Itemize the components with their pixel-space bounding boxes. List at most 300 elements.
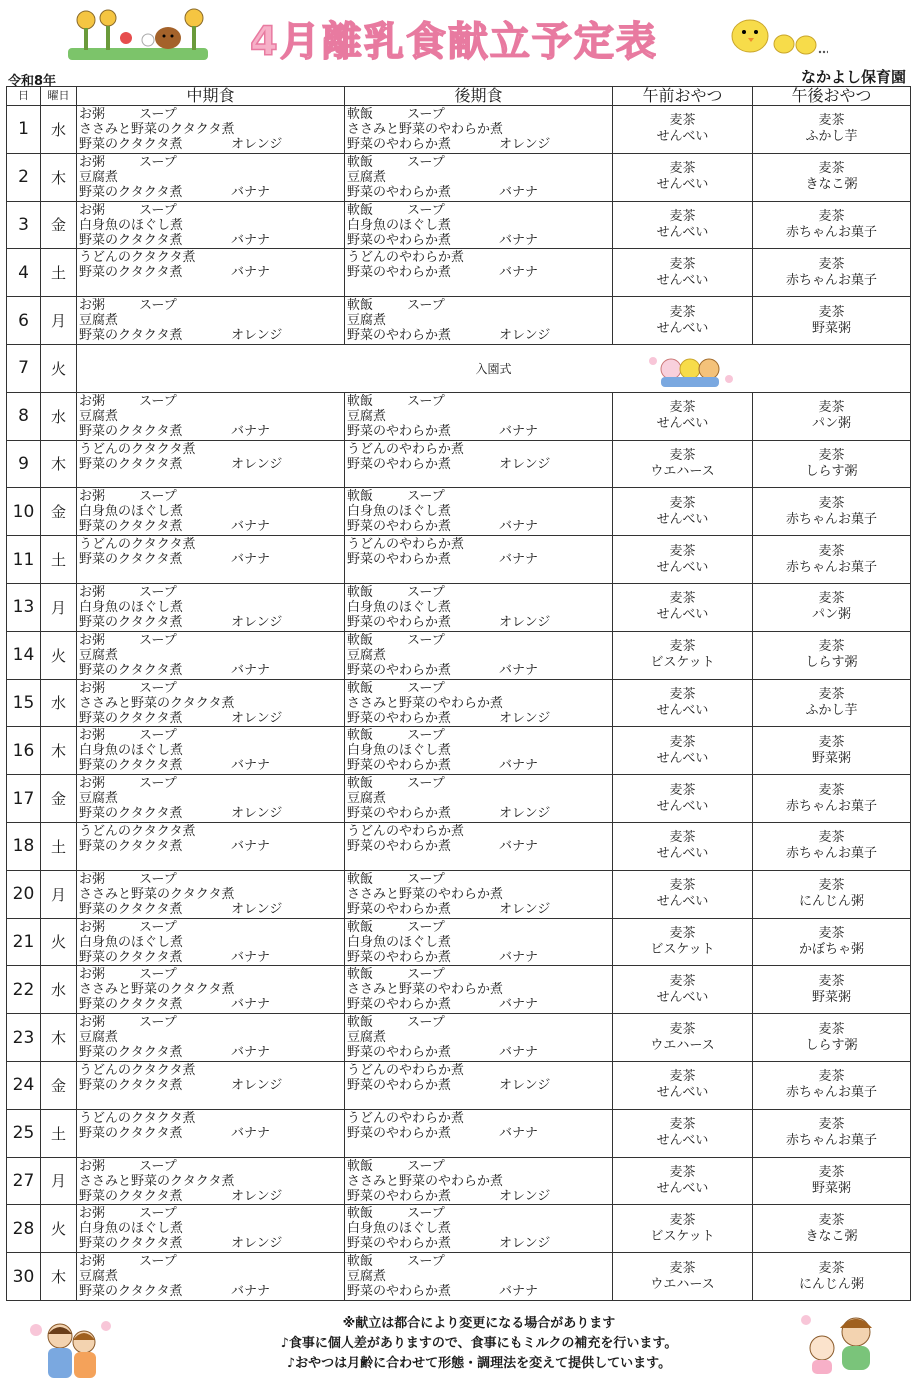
meal-line (79, 585, 344, 600)
col-header-day: 日 (7, 87, 41, 106)
dish: 野菜のクタクタ煮 (79, 758, 183, 774)
dish: バナナ (231, 1284, 271, 1300)
dish: スープ (139, 298, 177, 314)
meal-line (347, 887, 612, 902)
snack-drink: 麦茶 (818, 1164, 845, 1180)
meal-line (79, 233, 344, 248)
late-meal-cell (345, 679, 613, 727)
snack-item: せんべい (656, 894, 709, 910)
dish: 軟飯 (347, 1206, 374, 1222)
dish: 野菜のクタクタ煮 (79, 328, 183, 344)
pm-snack-cell (753, 1109, 911, 1157)
dish: 豆腐煮 (79, 169, 119, 185)
weekday-cell: 月 (41, 297, 77, 345)
weekday-cell: 月 (41, 583, 77, 631)
snack-drink: 麦茶 (818, 447, 845, 463)
dish: ささみと野菜のクタクタ煮 (79, 886, 235, 902)
dish: スープ (139, 919, 177, 935)
meal-line (79, 170, 344, 185)
snack-item: せんべい (656, 607, 709, 623)
meal-line (347, 743, 612, 758)
meal-line (79, 839, 344, 854)
meal-line (79, 424, 344, 439)
table-row (7, 1061, 911, 1109)
pm-snack-cell (753, 392, 911, 440)
dish: 軟飯 (347, 584, 374, 600)
meal-line (347, 1236, 612, 1251)
meal-line (347, 1030, 612, 1045)
late-meal-cell (345, 775, 613, 823)
dish: オレンジ (499, 1236, 551, 1252)
snack-item: ふかし芋 (805, 129, 858, 145)
snack-item: せんべい (656, 559, 709, 575)
pm-snack-cell (753, 1061, 911, 1109)
dish: 白身魚のほぐし煮 (79, 1221, 184, 1237)
table-row (7, 1253, 911, 1301)
meal-line (79, 1206, 344, 1221)
dish: 豆腐煮 (347, 1030, 387, 1046)
late-meal-cell (345, 1014, 613, 1062)
am-snack-cell (613, 727, 753, 775)
meal-line (347, 424, 612, 439)
meal-line (347, 681, 612, 696)
menu-body (7, 106, 911, 1301)
dish: 白身魚のほぐし煮 (79, 504, 184, 520)
snack-drink: 麦茶 (818, 1069, 845, 1085)
day-cell: 1 (7, 106, 41, 154)
snack-item: しらす粥 (805, 655, 858, 671)
meal-line (79, 394, 344, 409)
dish: 白身魚のほぐし煮 (347, 934, 452, 950)
dish: 野菜のやわらか煮 (347, 184, 452, 200)
dish: スープ (139, 584, 177, 600)
dish: ささみと野菜のやわらか煮 (347, 886, 504, 902)
meal-line (79, 457, 344, 472)
dish: 野菜のやわらか煮 (347, 423, 452, 439)
dish: 野菜のクタクタ煮 (79, 1236, 183, 1252)
meal-line (79, 615, 344, 630)
weekday-cell: 金 (41, 775, 77, 823)
am-snack-cell (613, 488, 753, 536)
dish: うどんのやわらか煮 (347, 1062, 465, 1078)
meal-line (347, 1221, 612, 1236)
snack-item: 赤ちゃんお菓子 (785, 1133, 877, 1149)
day-cell: 17 (7, 775, 41, 823)
dish: 軟飯 (347, 393, 374, 409)
meal-line (79, 250, 344, 265)
dish: 野菜のやわらか煮 (347, 901, 452, 917)
snack-item: ビスケット (650, 941, 715, 957)
day-cell: 27 (7, 1157, 41, 1205)
page-title: 4月離乳食献立予定表 (250, 19, 658, 65)
snack-drink: 麦茶 (669, 1021, 696, 1037)
weekday-cell: 火 (41, 918, 77, 966)
snack-drink: 麦茶 (669, 400, 696, 416)
am-snack-cell (613, 201, 753, 249)
meal-line (79, 696, 344, 711)
day-cell: 16 (7, 727, 41, 775)
dish: 野菜のクタクタ煮 (79, 137, 183, 152)
dish: 軟飯 (347, 680, 374, 696)
dish: うどんのクタクタ煮 (79, 1110, 196, 1126)
dish: 野菜のやわらか煮 (347, 997, 452, 1013)
menu-table (6, 86, 911, 1301)
meal-line (347, 1206, 612, 1221)
dish: スープ (407, 776, 445, 792)
meal-line (347, 170, 612, 185)
meal-line (347, 313, 612, 328)
dish: 野菜のクタクタ煮 (79, 552, 183, 568)
dish: スープ (407, 107, 445, 122)
snack-item: 赤ちゃんお菓子 (785, 224, 877, 240)
day-cell: 4 (7, 249, 41, 297)
am-snack-cell (613, 1109, 753, 1157)
dish: バナナ (499, 1284, 539, 1300)
table-row (7, 631, 911, 679)
dish: 野菜のやわらか煮 (347, 1045, 452, 1061)
day-cell: 21 (7, 918, 41, 966)
snack-item: パン粥 (811, 416, 851, 432)
meal-line (347, 489, 612, 504)
middle-meal-cell (77, 822, 345, 870)
meal-line (347, 872, 612, 887)
weekday-cell: 水 (41, 966, 77, 1014)
meal-line (79, 409, 344, 424)
dish: うどんのクタクタ煮 (79, 1062, 196, 1078)
dish: スープ (407, 871, 445, 887)
dish: 野菜のやわらか煮 (347, 1188, 452, 1204)
table-row (7, 536, 911, 584)
late-meal-cell (345, 392, 613, 440)
late-meal-cell (345, 1157, 613, 1205)
pm-snack-cell (753, 1014, 911, 1062)
day-cell: 14 (7, 631, 41, 679)
dish: スープ (407, 489, 445, 505)
snack-item: せんべい (656, 1133, 709, 1149)
meal-line (347, 1126, 612, 1141)
dish: 軟飯 (347, 298, 374, 314)
dish: 野菜のやわらか煮 (347, 1125, 452, 1141)
middle-meal-cell (77, 536, 345, 584)
dish: 野菜のやわらか煮 (347, 456, 452, 472)
snack-drink: 麦茶 (818, 543, 845, 559)
dish: 豆腐煮 (347, 1269, 387, 1285)
am-snack-cell (613, 1157, 753, 1205)
snack-drink: 麦茶 (818, 686, 845, 702)
snack-drink: 麦茶 (818, 639, 845, 655)
page-header (0, 0, 918, 90)
dish: うどんのやわらか煮 (347, 1110, 465, 1126)
snack-item: 赤ちゃんお菓子 (785, 798, 877, 814)
dish: スープ (407, 967, 445, 983)
late-meal-cell (345, 822, 613, 870)
col-header-late: 後期食 (345, 87, 613, 106)
pm-snack-cell (753, 297, 911, 345)
dish: スープ (407, 919, 445, 935)
pm-snack-cell (753, 631, 911, 679)
snack-drink: 麦茶 (818, 208, 845, 224)
meal-line (79, 537, 344, 552)
snack-drink: 麦茶 (669, 113, 696, 129)
late-meal-cell (345, 201, 613, 249)
snack-item: ウエハース (650, 1037, 715, 1053)
snack-drink: 麦茶 (818, 161, 845, 177)
dish: お粥 (79, 107, 106, 122)
meal-line (79, 1221, 344, 1236)
dish: 豆腐煮 (347, 169, 387, 185)
dish: バナナ (231, 552, 271, 568)
meal-line (79, 758, 344, 773)
dish: バナナ (231, 758, 271, 774)
dish: バナナ (499, 265, 539, 281)
am-snack-cell (613, 153, 753, 201)
table-row (7, 727, 911, 775)
weekday-cell: 金 (41, 1061, 77, 1109)
dish: スープ (139, 1206, 177, 1222)
meal-line (347, 663, 612, 678)
dish: 野菜のクタクタ煮 (79, 1284, 183, 1300)
snack-item: 野菜粥 (811, 1180, 851, 1196)
meal-line (79, 313, 344, 328)
day-cell: 3 (7, 201, 41, 249)
dish: バナナ (231, 1125, 271, 1141)
dish: ささみと野菜のクタクタ煮 (79, 695, 235, 711)
dish: バナナ (231, 662, 271, 678)
dish: バナナ (499, 1125, 539, 1141)
late-meal-cell (345, 249, 613, 297)
dish: 軟飯 (347, 154, 374, 170)
weekday-cell: 水 (41, 679, 77, 727)
table-row (7, 297, 911, 345)
dish: 野菜のクタクタ煮 (79, 456, 183, 472)
meal-line (79, 122, 344, 137)
meal-line (347, 298, 612, 313)
dish: オレンジ (499, 614, 551, 630)
pm-snack-cell (753, 201, 911, 249)
am-snack-cell (613, 870, 753, 918)
dish: 白身魚のほぐし煮 (347, 599, 452, 615)
dish: 軟飯 (347, 776, 374, 792)
day-cell: 15 (7, 679, 41, 727)
meal-line (347, 648, 612, 663)
pm-snack-cell (753, 153, 911, 201)
dish: 野菜のやわらか煮 (347, 137, 452, 152)
middle-meal-cell (77, 201, 345, 249)
dish: 野菜のクタクタ煮 (79, 184, 183, 200)
meal-line (347, 585, 612, 600)
dish: 野菜のクタクタ煮 (79, 1077, 183, 1093)
dish: うどんのやわらか煮 (347, 823, 465, 839)
dish: バナナ (231, 997, 271, 1013)
meal-line (347, 950, 612, 965)
am-snack-cell (613, 106, 753, 154)
meal-line (79, 743, 344, 758)
dish: スープ (407, 1254, 445, 1270)
dish: オレンジ (231, 710, 283, 726)
meal-line (79, 806, 344, 821)
middle-meal-cell (77, 631, 345, 679)
late-meal-cell (345, 106, 613, 154)
table-row (7, 775, 911, 823)
weekday-cell: 火 (41, 1205, 77, 1253)
dish: スープ (407, 202, 445, 218)
meal-line (347, 1189, 612, 1204)
meal-line (79, 218, 344, 233)
snack-item: せんべい (656, 1180, 709, 1196)
meal-line (79, 935, 344, 950)
dish: 軟飯 (347, 728, 374, 744)
meal-line (347, 696, 612, 711)
dish: お粥 (79, 967, 106, 983)
dish: スープ (407, 154, 445, 170)
meal-line (79, 504, 344, 519)
snack-drink: 麦茶 (818, 1021, 845, 1037)
pm-snack-cell (753, 440, 911, 488)
dish: 野菜のやわらか煮 (347, 552, 452, 568)
dish: オレンジ (231, 614, 283, 630)
dish: オレンジ (499, 328, 551, 344)
meal-line (347, 633, 612, 648)
snack-drink: 麦茶 (669, 447, 696, 463)
dish: 野菜のやわらか煮 (347, 519, 452, 535)
note-line: ※献立は都合により変更になる場合があります (342, 1316, 616, 1331)
dish: 野菜のクタクタ煮 (79, 1125, 183, 1141)
snack-item: 赤ちゃんお菓子 (785, 846, 877, 862)
dish: 軟飯 (347, 919, 374, 935)
dish: バナナ (231, 232, 271, 248)
late-meal-cell (345, 1061, 613, 1109)
meal-line (347, 519, 612, 534)
meal-line (79, 203, 344, 218)
middle-meal-cell (77, 1157, 345, 1205)
day-cell: 24 (7, 1061, 41, 1109)
pm-snack-cell (753, 918, 911, 966)
meal-line (79, 648, 344, 663)
dish: オレンジ (499, 710, 551, 726)
weekday-cell: 水 (41, 106, 77, 154)
snack-drink: 麦茶 (669, 161, 696, 177)
dish: ささみと野菜のやわらか煮 (347, 695, 504, 711)
late-meal-cell (345, 1109, 613, 1157)
snack-item: 赤ちゃんお菓子 (785, 1085, 877, 1101)
dish: バナナ (231, 1045, 271, 1061)
am-snack-cell (613, 918, 753, 966)
dish: バナナ (231, 184, 271, 200)
snack-item: せんべい (656, 416, 709, 432)
snack-drink: 麦茶 (669, 973, 696, 989)
weekday-cell: 水 (41, 392, 77, 440)
am-snack-cell (613, 440, 753, 488)
dish: スープ (407, 680, 445, 696)
dish: オレンジ (231, 1077, 283, 1093)
dish: 野菜のやわらか煮 (347, 949, 452, 965)
dish: 野菜のクタクタ煮 (79, 1045, 183, 1061)
day-cell: 25 (7, 1109, 41, 1157)
col-header-am-snack: 午前おやつ (613, 87, 753, 106)
table-row (7, 153, 911, 201)
weekday-cell: 木 (41, 727, 77, 775)
pm-snack-cell (753, 1205, 911, 1253)
table-row (7, 106, 911, 154)
pm-snack-cell (753, 1157, 911, 1205)
day-cell: 18 (7, 822, 41, 870)
snack-item: 赤ちゃんお菓子 (785, 559, 877, 575)
dish: お粥 (79, 1015, 106, 1031)
meal-line (347, 107, 612, 122)
dish: スープ (407, 1206, 445, 1222)
dish: お粥 (79, 584, 106, 600)
late-meal-cell (345, 153, 613, 201)
meal-line (79, 1015, 344, 1030)
snack-drink: 麦茶 (818, 400, 845, 416)
day-cell: 13 (7, 583, 41, 631)
dish: 豆腐煮 (79, 313, 119, 329)
meal-line (347, 791, 612, 806)
pm-snack-cell (753, 488, 911, 536)
snack-drink: 麦茶 (818, 925, 845, 941)
dish: バナナ (231, 423, 271, 439)
dish: 豆腐煮 (347, 313, 387, 329)
dish: お粥 (79, 680, 106, 696)
era-year: 令和8年 (8, 74, 57, 89)
meal-line (79, 824, 344, 839)
dish: 野菜のやわらか煮 (347, 1077, 452, 1093)
dish: 野菜のクタクタ煮 (79, 901, 183, 917)
meal-line (79, 633, 344, 648)
snack-drink: 麦茶 (818, 782, 845, 798)
meal-line (79, 155, 344, 170)
table-row (7, 1157, 911, 1205)
pm-snack-cell (753, 775, 911, 823)
snack-item: せんべい (656, 702, 709, 718)
dish: バナナ (499, 184, 539, 200)
middle-meal-cell (77, 153, 345, 201)
snack-item: せんべい (656, 177, 709, 193)
dish: お粥 (79, 154, 106, 170)
meal-line (347, 920, 612, 935)
dish: オレンジ (231, 328, 283, 344)
dish: スープ (139, 680, 177, 696)
late-meal-cell (345, 966, 613, 1014)
dish: うどんのやわらか煮 (347, 441, 465, 457)
snack-item: せんべい (656, 1085, 709, 1101)
middle-meal-cell (77, 1205, 345, 1253)
pm-snack-cell (753, 679, 911, 727)
pm-snack-cell (753, 1253, 911, 1301)
snack-item: 赤ちゃんお菓子 (785, 272, 877, 288)
middle-meal-cell (77, 775, 345, 823)
table-row (7, 201, 911, 249)
snack-item: せんべい (656, 511, 709, 527)
dish: 豆腐煮 (347, 408, 387, 424)
dish: バナナ (499, 1045, 539, 1061)
meal-line (79, 997, 344, 1012)
meal-line (347, 806, 612, 821)
dish: スープ (139, 489, 177, 505)
meal-line (347, 1269, 612, 1284)
late-meal-cell (345, 1253, 613, 1301)
am-snack-cell (613, 297, 753, 345)
dish: スープ (407, 1158, 445, 1174)
am-snack-cell (613, 1061, 753, 1109)
snack-item: パン粥 (811, 607, 851, 623)
meal-line (79, 552, 344, 567)
dish: 野菜のやわらか煮 (347, 232, 452, 248)
weekday-cell: 土 (41, 249, 77, 297)
dish: スープ (139, 107, 177, 122)
meal-line (347, 982, 612, 997)
snack-drink: 麦茶 (669, 639, 696, 655)
